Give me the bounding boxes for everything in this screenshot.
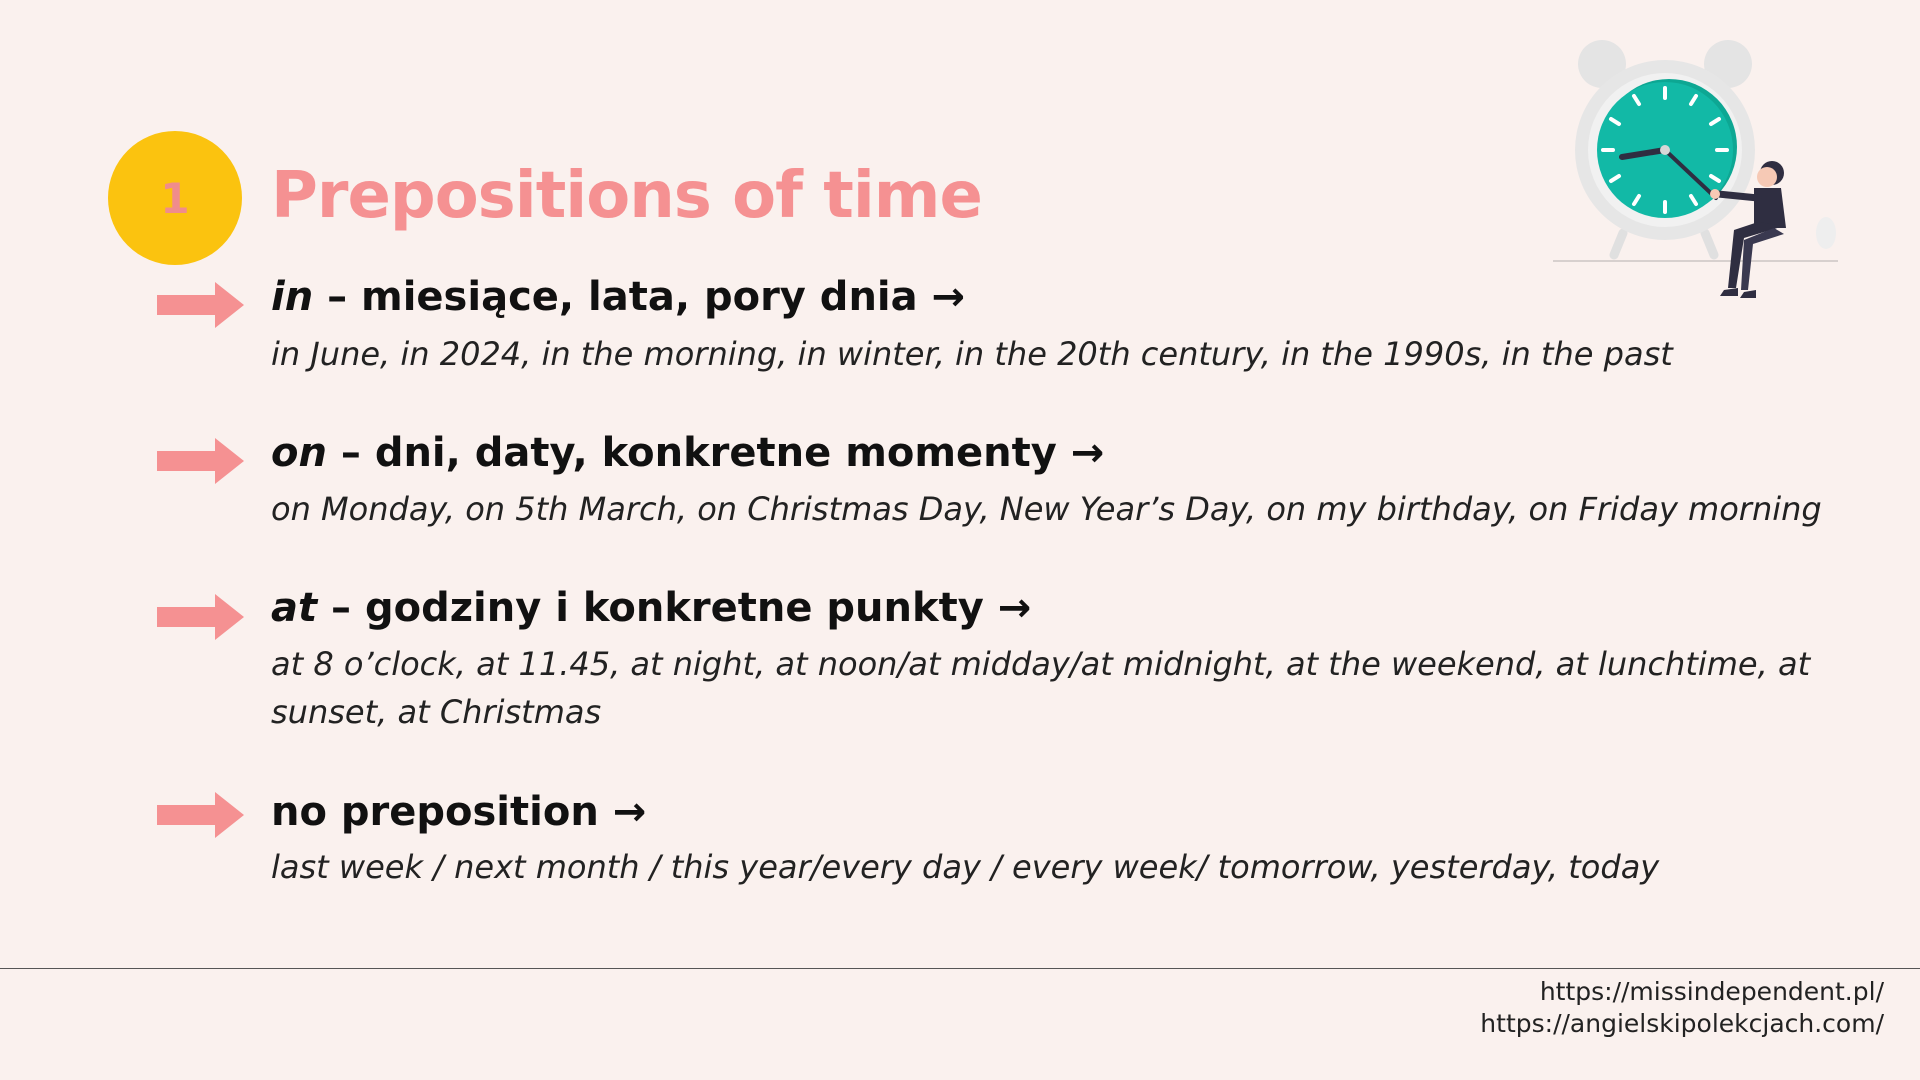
rule-heading [271,273,965,321]
rule-description: no preposition → [271,789,647,835]
rule-keyword: in [271,274,314,320]
page-title: Prepositions of time [271,159,982,233]
rule-keyword: on [271,430,327,476]
rule-examples: last week / next month / this year/every day / every week/ tomorrow, yesterday, today [271,848,1660,886]
footer-link[interactable]: https://missindependent.pl/ [1539,977,1884,1006]
footer [1480,976,1884,1040]
rule-heading [271,429,1104,477]
rule-keyword: at [271,585,318,631]
right-arrow-icon [157,792,244,838]
right-arrow-icon [157,282,244,328]
rule-heading [271,584,1031,632]
right-arrow-icon [157,438,244,484]
rule-examples: in June, in 2024, in the morning, in winter, in the 20th century, in the 1990s, in the past [271,335,1673,373]
footer-link[interactable]: https://angielskipolekcjach.com/ [1480,1009,1884,1038]
footer-divider [0,968,1920,969]
number-badge [108,131,242,265]
right-arrow-icon [157,594,244,640]
badge-number: 1 [160,173,190,223]
rule-description: – miesiące, lata, pory dnia → [313,274,966,320]
rule-examples: at 8 o’clock, at 11.45, at night, at noon/at midday/at midnight, at the weekend, at lunchtime, at sunset, at Christmas [271,645,1811,731]
rule-examples: on Monday, on 5th March, on Christmas Day, New Year’s Day, on my birthday, on Friday morning [271,490,1822,528]
rule-description: – godziny i konkretne punkty → [317,585,1032,631]
rule-heading [271,788,646,836]
rule-description: – dni, daty, konkretne momenty → [326,430,1105,476]
clock-illustration [1548,38,1848,308]
